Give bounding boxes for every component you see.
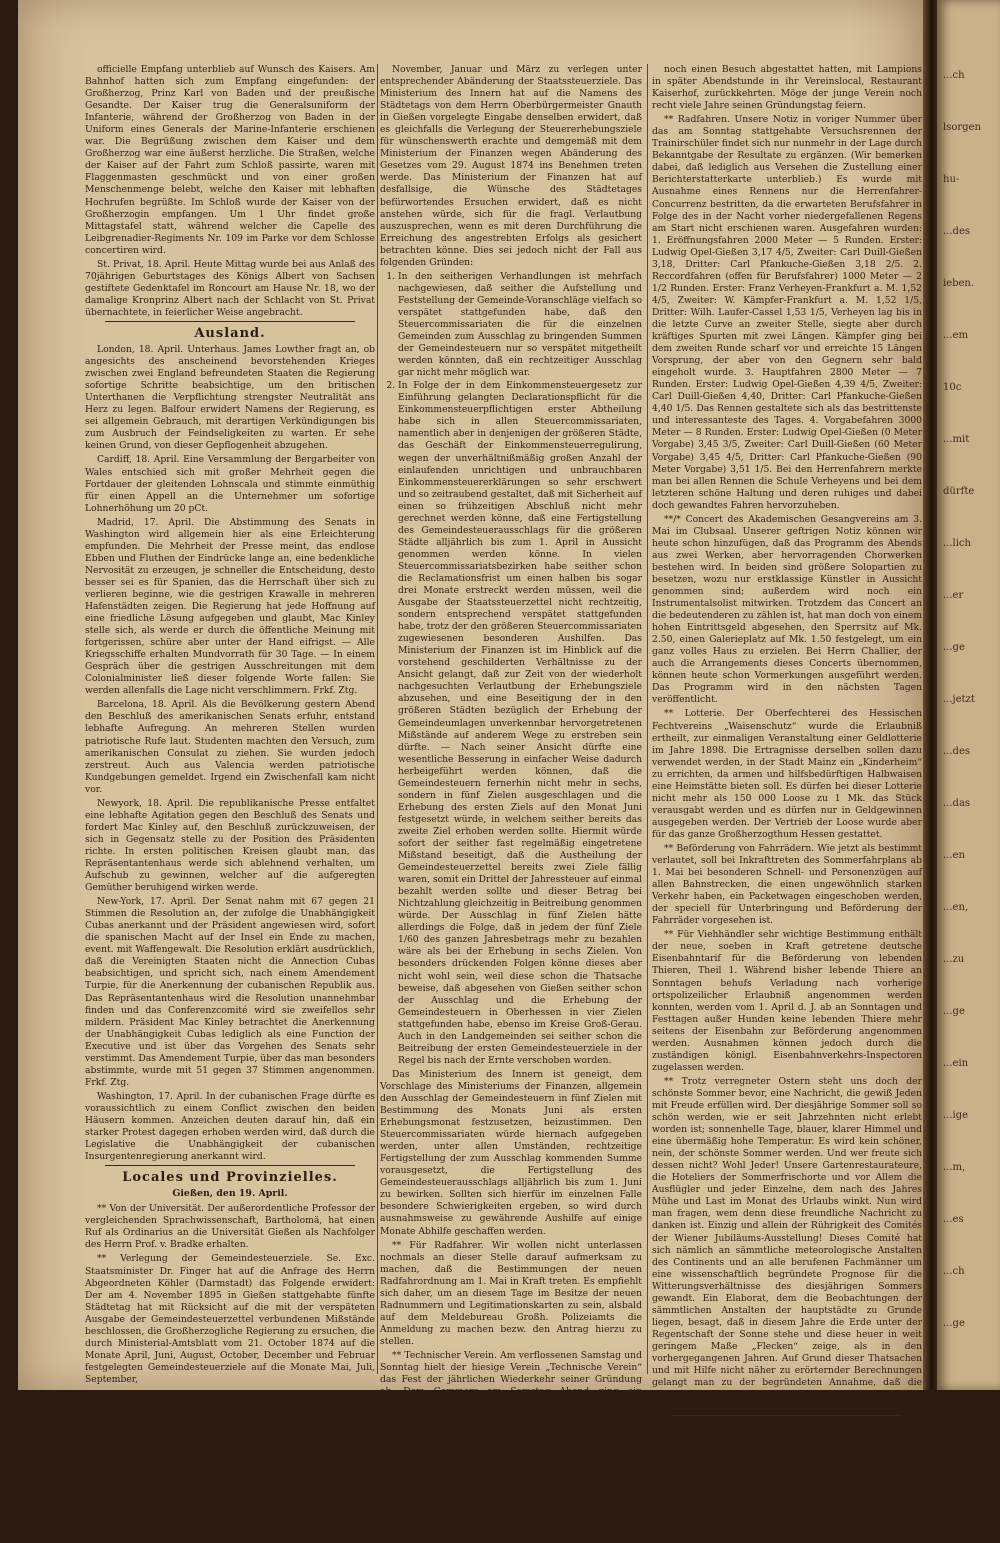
section-divider: [105, 1165, 355, 1166]
section-heading-ausland: Ausland.: [194, 325, 266, 341]
adjacent-page-fragment: ...m,: [943, 1162, 966, 1173]
column-1: [85, 64, 375, 1385]
article-paragraph: November, Januar und März zu verlegen unter entsprechender Abänderung der Staatssteuerziele. Das Ministerium des Innern hat auf die Namens des Städtetags von dem Herrn Oberbürgermeister Gnauth in Gießen vorgelegte Eingabe denselben erwidert, daß es gleichfalls die Verlegung der Steuererhebungsziele für wünschenswerth erachte und demgemäß mit dem Ministerium der Finanzen wegen Abänderung des Gesetzes vom 29. August 1874 ins Benehmen treten werde. Das Ministerium der Finanzen hat auf desfallsige, die Wünsche des Städtetages befürwortendes Ersuchen erwidert, daß es nicht anstehen würde, sich für die fragl. Verlautbung auszusprechen, wenn es mit deren Durchführung die Erreichung des angestrebten Erfolgs als gesichert betrachten könne. Dies sei jedoch nicht der Fall aus folgenden Gründen:: [380, 64, 642, 268]
article-paragraph: ** Beförderung von Fahrrädern. Wie jetzt als bestimmt verlautet, soll bei Inkrafttreten des Sommerfahrplans ab 1. Mai bei besonderen Schnell- und Personenzügen auf allen Bahnstrecken, die einen ungewöhnlich starken Verkehr haben, ein Packetwagen eingeschoben werden, der speciell für Unterbringung und Beförderung der Fahrräder vorgesehen ist.: [652, 843, 922, 927]
article-paragraph: Barcelona, 18. April. Als die Bevölkerung gestern Abend den Beschluß des amerikanischen Senats erfuhr, entstand lebhafte Aufregung. An mehreren Stellen wurden patriotische Rufe laut. Studenten machten den Versuch, zum amerikanischen Consulat zu ziehen. Sie wurden jedoch zerstreut. Auch aus Valencia werden patriotische Kundgebungen gemeldet. Irgend ein Zwischenfall kam nicht vor.: [85, 699, 375, 795]
article-paragraph: Cardiff, 18. April. Eine Versammlung der Bergarbeiter von Wales entschied sich mit großer Mehrheit gegen die Fortdauer der gleitenden Lohnscala und stimmte einmüthig für einen Appell an die Unternehmer um sofortige Lohnerhöhung um 20 pCt.: [85, 454, 375, 514]
list-item: 1. In den seitherigen Verhandlungen ist mehrfach nachgewiesen, daß seither die Aufstellung und Feststellung der Gemeinde-Voranschläge vielfach so verspätet stattgefunden habe, daß den Steuercommissariaten die für die einzelnen Gemeinden zum Ausschlag zu bringenden Summen der Gemeindesteuern nur so verspätet mitgetheilt werden könnten, daß ein rechtzeitiger Ausschlag gar nicht mehr möglich war.: [398, 271, 642, 379]
section-heading-locales: Locales und Provinzielles.: [122, 1170, 338, 1186]
article-paragraph: Madrid, 17. April. Die Abstimmung des Senats in Washington wird allgemein hier als eine Erleichterung empfunden. Die Mehrheit der Presse meint, das endlose Ebben und Fluthen der Eindrücke lange an, eine bedenkliche Nervosität zu erzeugen, je schneller die Entscheidung, desto besser sei es für Spanien, das die Herrschaft über sich zu verlieren beginne, wie die gestrigen Krawalle in mehreren Hafenstädten zeigen. Die Regierung hat jede Hoffnung auf eine friedliche Lösung aufgegeben und glaubt, Mac Kinley stelle sich, als werde er durch die öffentliche Meinung mit fortgerissen, schüre aber unter der Hand eifrigst. — Alle Kriegsschiffe erhalten Mundvorrath für 30 Tage. — In einem Gespräch über die gestrigen Ausschreitungen mit dem Colonialminister ließ dieser folgende Worte fallen: Sie werden allenfalls die Lage nicht verschlimmern. Frkf. Ztg.: [85, 516, 375, 697]
adjacent-page-fragment: ...er: [943, 590, 964, 601]
adjacent-page-fragment: ...des: [943, 226, 970, 237]
article-paragraph: Washington, 17. April. In der cubanischen Frage dürfte es voraussichtlich zu einem Conflict zwischen den beiden Häusern kommen. Anzeichen deuten darauf hin, daß ein starker Protest dagegen erhoben werden wird, daß durch die Legislative die Unabhängigkeit der cubanischen Insurgentenregierung anerkannt wird.: [85, 1090, 375, 1163]
adjacent-page-fragment: hu-: [943, 174, 960, 185]
section-divider: [105, 321, 355, 322]
article-paragraph: London, 18. April. Unterhaus. James Lowther fragt an, ob angesichts des anscheinend bevorstehenden Krieges zwischen zwei England befreundeten Staaten die Regierung sofortige Schritte beabsichtige, um den britischen Unterthanen die Verpflichtung strengster Neutralität ans Herz zu legen. Balfour erwidert Namens der Regierung, es sei allgemein Gebrauch, mit derartigen Verkündigungen bis zum Ausbruch der Feindseligkeiten zu warten. Er sehe keinen Grund, von dieser Gepflogenheit abzugehen.: [85, 344, 375, 452]
adjacent-page-fragment: ...des: [943, 746, 970, 757]
article-paragraph: Newyork, 18. April. Die republikanische Presse entfaltet eine lebhafte Agitation gegen den Beschluß des Senats und fordert Mac Kinley auf, den Beschluß zurückzuweisen, der sich in Gegensatz stelle zu der Position des Präsidenten richte. In ersten politischen Kreisen glaubt man, das Repräsentantenhaus werde sich ablehnend verhalten, um Aufschub zu gewinnen, welcher auf die aufgeregten Gemüther beruhigend wirken werde.: [85, 797, 375, 894]
numbered-list: [380, 271, 642, 1067]
article-paragraph: ** Trotz verregneter Ostern steht uns doch der schönste Sommer bevor, eine Nachricht, die gewiß Jeden mit Freude erfüllen wird. Der diesjährige Sommer soll so schön werden, wie er seit Jahrzehnten nicht erlebt worden ist; sonnenhelle Tage, blauer, klarer Himmel und eine übermäßig hohe Temperatur. Es wird kein schöner, nein, der schönste Sommer werden. Und wer freute sich dessen nicht? Wohl Jeder! Unsere Gartenrestaurateure, die Hoteliers der Sommerfrischorte und vor Allem die Ausflügler und jeder Einzelne, dem nach des Jahres Mühe und Last im Monat des Urlaubs winkt. Nun wird man fragen, wem denn diese freundliche Nachricht zu danken ist. Einzig und allein der Rührigkeit des Comités der Wiener Jubiläums-Ausstellung! Dieses Comité hat sich nämlich an sämmtliche meteorologische Anstalten des Continents und an alle berufenen Fachmänner um eine wissenschaftlich begründete Prognose für die Witterungsverhältnisse des diesjährigen Sommers gewandt. Ein Elaborat, dem die Beobachtungen der sämmtlichen Anstalten der hauptstädte zu Grunde liegen, besagt, daß in diesem Jahre die Erde unter der Regentschaft der Sonne stehe und diese heuer in weit geringem Maße „Flecken“ zeige, als in den vorhergegangenen Jahren. Auf Grund dieser Thatsachen und mit Hilfe nicht näher zu erörternder Berechnungen gelangt man zu der begründeten Annahme, daß die Monate Juni, Juli, August und September ein dauernd schönes Wetter aufweisen werden.: [652, 1075, 922, 1413]
adjacent-page-fragment: dürfte: [943, 486, 975, 497]
article-paragraph: Das Ministerium des Innern ist geneigt, dem Vorschlage des Ministeriums der Finanzen, allgemein den Ausschlag der Gemeindesteuern in fünf Zielen mit Bestimmung des Monats Juni als ersten Erhebungsmonat festzusetzen, beizustimmen. Den Steuercommissariaten würde hiernach aufgegeben werden, unter allen Umständen, rechtzeitige Fertigstellung der zum Ausschlag kommenden Summe vorausgesetzt, die Fertigstellung des Gemeindesteuerausschlags alljährlich bis zum 1. Juni zu bewirken. Sollten sich hierfür im einzelnen Falle besondere Schwierigkeiten ergeben, so wird durch ausnahmsweise zu gewährende Aushilfe auf einige Monate Abhilfe geschaffen werden.: [380, 1068, 642, 1237]
adjacent-page-fragment: ...ge: [943, 642, 965, 653]
adjacent-page-fragment: 10c: [943, 382, 962, 393]
adjacent-page-fragment: ...em: [943, 330, 968, 341]
adjacent-page-fragment: ...zu: [943, 954, 965, 965]
adjacent-page-fragment: ...en,: [943, 902, 969, 913]
adjacent-page-fragment: ...ge: [943, 1318, 965, 1329]
adjacent-page-fragment: ...mit: [943, 434, 970, 445]
article-paragraph: ** Lotterie. Der Oberfechterei des Hessischen Fechtvereins „Waisenschutz“ wurde die Erlaubniß ertheilt, zur einmaligen Veranstaltung einer Geldlotterie im Jahre 1898. Die Ertragnisse derselben sollen dazu verwendet werden, in der Stadt Mainz ein „Kinderheim“ zu errichten, da armen und hilfsbedürftigen Halbwaisen eine Heimstätte bieten soll. Es dürfen bei dieser Lotterie nicht mehr als 150 000 Loose zu 1 Mk. das Stück verausgabt werden und es dürfen nur in Geldgewinnen ausgegeben werden. Der Vertrieb der Loose wurde aber für das ganze Großherzogthum Hessen gestattet.: [652, 708, 922, 840]
section-divider: [672, 1415, 902, 1416]
column-3: [652, 64, 922, 1444]
adjacent-page-fragment: ...ch: [943, 1266, 965, 1277]
article-paragraph: officielle Empfang unterblieb auf Wunsch des Kaisers. Am Bahnhof hatten sich zum Empfang eingefunden: der Großherzog, Prinz Karl von Baden und der preußische Gesandte. Der Kaiser trug die Generalsuniform der Infanterie, während der Großherzog von Baden in der Uniform eines Generals der Marine-Infanterie erschienen war. Die Begrüßung zwischen dem Kaiser und dem Großherzog war eine äußerst herzliche. Die Straßen, welche der Kaiser auf der Fahrt zum Schloß passirte, waren mit Flaggenmasten geschmückt und von einer großen Menschenmenge belebt, welche den Kaiser mit lebhaften Hochrufen begrüßte. Im Schloß wurde der Kaiser von der Großherzogin empfangen. Um 1 Uhr findet große Mittagstafel statt, während welcher die Capelle des Leibgrenadier-Regiments Nr. 109 im Parke vor dem Schlosse concertiren wird.: [85, 64, 375, 256]
column-2: [380, 64, 642, 1542]
adjacent-page-fragment: lsorgen: [943, 122, 981, 133]
adjacent-page-edge: [937, 0, 1000, 1390]
column-rule: [377, 64, 378, 1374]
adjacent-page-fragment: ...das: [943, 798, 971, 809]
dateline: Gießen, den 19. April.: [172, 1188, 288, 1200]
adjacent-page-fragment: ...ge: [943, 1006, 965, 1017]
article-paragraph: ** Wahlnachrichten. Secretär Wenck, der Candidat der National-Socialen im Wahlkreise Friedberg, wird bis zu: [652, 1420, 922, 1444]
adjacent-page-fragment: ...ein: [943, 1058, 969, 1069]
adjacent-page-fragment: ...jetzt: [943, 694, 975, 705]
article-paragraph: New-York, 17. April. Der Senat nahm mit 67 gegen 21 Stimmen die Resolution an, der zufolge die Unabhängigkeit Cubas anerkannt und der Präsident angewiesen wird, sofort die spanischen Macht auf der Insel ein Ende zu machen, event. mit Waffengewalt. Die Resolution erklärt ausdrücklich, daß die Vereinigten Staaten nicht die Annection Cubas beabsichtigen, und spricht sich, nach einem Amendement Turpie, für die Anerkennung der cubanischen Republik aus. Das Repräsentantenhaus wird die Resolution unannehmbar finden und das Conferenzcomité wird sie zweifellos sehr mildern. Präsident Mac Kinley betrachtet die Anerkennung der Unabhängigkeit Cubas lediglich als eine Function der Executive und ist über das Vorgehen des Senats sehr verstimmt. Das Amendement Turpie, über das man besonders abstimmte, wurde mit 51 gegen 37 Stimmen angenommen. Frkf. Ztg.: [85, 896, 375, 1088]
adjacent-page-fragment: ...ch: [943, 70, 965, 81]
article-paragraph: ** Technischer Verein. Am verflossenen Samstag und Sonntag hielt der hiesige Verein „Technische Verein“ das Fest der jährlichen Wiederkehr seiner Gründung ab. Dem Commers am Samstag Abend ging ein Festessen im Hotel Einhorn voraus. Am Sonntag Vormittag fuhr man ein ansehnliches Häuflein hiesiger und auswärtiger Techniker durch die Stadt ziehen, um die Sehenswürdigkeiten Gießens zu beaugenscheinigen. Den Schluß der Besichtigungen bildeten die Heyligenstaedt'sche Maschinenfabrik und die oberhessische Eisenbahnwerkstätte. Am Nachmittag unternahmen der Verein mit seinen Damen und Gästen trotz der zweifelhaften Witterung eine Wagenfahrt nach der Burg Gleiberg, von wo die Theilnehmer, nachdem sie auf dem Rückweg dem Windhof: [380, 1349, 642, 1542]
book-gutter: [923, 0, 937, 1390]
article-paragraph: ** Verlegung der Gemeindesteuerziele. Se. Exc. Staatsminister Dr. Finger hat auf die Anfrage des Herrn Abgeordneten Köhler (Darmstadt) das Folgende erwidert: Der am 4. November 1895 in Gießen stattgehabte fünfte Städtetag hat mit Rücksicht auf die mit der verspäteten Ausgabe der Gemeindesteuerzettel verbundenen Mißstände beschlossen, die Großherzogliche Regierung zu ersuchen, die durch Ministerial-Amtsblatt vom 21. October 1874 auf die Monate April, Juni, August, October, December und Februar festgelegten Gemeindesteuerziele auf die Monate Mai, Juli, September,: [85, 1253, 375, 1385]
article-paragraph: ** Für Radfahrer. Wir wollen nicht unterlassen nochmals an dieser Stelle darauf aufmerksam zu machen, daß die Bestimmungen der neuen Radfahrordnung am 1. Mai in Kraft treten. Es empfiehlt sich daher, um an diesem Tage im Besitze der neuen Radnummern und Legitimationskarten zu sein, alsbald auf dem Meldebureau Großh. Polizeiamts die Anmeldung zu machen bezw. den Antrag hierzu zu stellen.: [380, 1239, 642, 1347]
adjacent-page-fragment: ...es: [943, 1214, 964, 1225]
adjacent-page-fragment: ...lich: [943, 538, 971, 549]
adjacent-page-fragment: ieben.: [943, 278, 975, 289]
article-paragraph: noch einen Besuch abgestattet hatten, mit Lampions in später Abendstunde in ihr Vereinslocal, Restaurant Kaiserhof, zurückkehrten. Möge der junge Verein noch recht viele Jahre seinen Gründungstag feiern.: [652, 64, 922, 112]
article-paragraph: ** Für Viehhändler sehr wichtige Bestimmung enthält der neue, soeben in Kraft getretene deutsche Eisenbahntarif für die Beförderung von lebenden Thieren, Theil 1. Während bisher lebende Thiere an Sonntagen behufs Verladung nach vorherige ortspolizeilicher Erlaubniß angenommen werden konnten, werden vom 1. April d. J. ab an Sonntagen und Festtagen außer Hunden keine lebenden Thiere mehr seitens der Eisenbahn zur Beförderung angenommen werden. Ausnahmen können jedoch durch die zuständigen königl. Eisenbahnverkehrs-Inspectoren zugelassen werden.: [652, 929, 922, 1073]
column-rule: [647, 64, 648, 1374]
article-paragraph: St. Privat, 18. April. Heute Mittag wurde bei aus Anlaß des 70jährigen Geburtstages des Königs Albert von Sachsen gestiftete Gedenktafel im Roncourt am Hause Nr. 18, wo der damalige Kronprinz Albert nach der Schlacht von St. Privat übernachtete, in feierlicher Weise angebracht.: [85, 258, 375, 318]
article-paragraph: ** Von der Universität. Der außerordentliche Professor der vergleichenden Sprachwissenschaft, Bartholomä, hat einen Ruf als Ordinarius an die Universität Gießen als Nachfolger des Herrn Prof. v. Bradke erhalten.: [85, 1203, 375, 1251]
adjacent-page-fragment: ...en: [943, 850, 965, 861]
adjacent-page-fragment: ...ige: [943, 1110, 969, 1121]
list-item: 2. In Folge der in dem Einkommensteuergesetz zur Einführung gelangten Declarationspflicht für die Einkommensteuerpflichtigen erster Abtheilung habe sich in allen Steuercommissariaten, namentlich aber in denjenigen der größeren Städte, das Geschäft der Einkommensteuerregulirung, wegen der unverhältnißmäßig großen Anzahl der einlaufenden unrichtigen und unbrauchbaren Einkommensteuererklärungen so sehr erschwert und so zeitraubend gestaltet, daß mit Sicherheit auf einen so frühzeitigen Abschluß nicht mehr gerechnet werden könne, daß eine Fertigstellung des Gemeindesteuerausschlags für die größeren Städte alljährlich bis zum 1. April in Aussicht genommen werden könne. In vielen Steuercommissariatsbezirken habe seither schon die Reclamationsfrist um einen halben bis sogar drei Monate erstreckt werden müssen, weil die Ausgabe der Staatssteuerzettel nicht rechtzeitig, sondern entsprechend verspätet stattgefunden habe, trotz der den größeren Steuercommissariaten zugewiesenen besonderen Aushilfen. Das Ministerium der Finanzen ist im Hinblick auf die vorstehend geschilderten Verhältnisse zu der Ansicht gelangt, daß zur Zeit von der wiederholt nachgesuchten Verlautbung der Erhebungsziele abzusehen, und eine Beseitigung der in den größeren Städten bezüglich der Erhebung der Gemeindeumlagen unverkennbar hervorgetretenen Mißstände auf anderem Wege zu erstreben sein dürfte. — Nach seiner Ansicht dürfte eine wesentliche Besserung in einfacher Weise dadurch herbeigeführt werden können, daß die Gemeindesteuern fernerhin nicht mehr in sechs, sondern in fünf Zielen ausgeschlagen und die Erhebung des ersten Ziels auf den Monat Juni festgesetzt würde, in welchem seither bereits das zweite Ziel erhoben werden sollte. Hiermit würde sofort der seither fast regelmäßig eingetretene Mißstand beseitigt, daß die Austheilung der Gemeindesteuerzettel bereits zwei Ziele fällig waren, somit ein Drittel der Jahressteuer auf einmal bezahlt werden sollte und dieser Betrag bei Nichtzahlung gleichzeitig in Beitreibung genommen würde. Der Ausschlag in fünf Zielen hätte allerdings die Folge, daß in jedem der fünf Ziele 1/60 des ganzen Jahresbetrags mehr zu bezahlen wäre als bei der Erhebung in sechs Zielen. Von besonders drückenden Folgen könne dieses aber nicht wohl sein, weil diese schon die Thatsache beweise, daß abgesehen von Gießen seither schon der Ausschlag und die Erhebung der Gemeindesteuern in Oberhessen in vier Zielen stattgefunden habe, ebenso im Kreise Groß-Gerau. Auch in den Landgemeinden sei seither schon die Beitreibung der ersten Gemeindesteuerziele in der Regel bis nach der Ernte verschoben worden.: [398, 380, 642, 1067]
article-paragraph: ** Radfahren. Unsere Notiz in voriger Nummer über das am Sonntag stattgehabte Versuchsrennen der Trainirschüler findet sich nur nunmehr in der Lage durch Bekanntgabe der Resultate zu ergänzen. (Wir bemerken dabei, daß lediglich aus Versehen die Zustellung einer Berichterstatterkarte unterblieb.) Es wurde mit Ausnahme eines Rennens nur die Herrenfahrer-Concurrenz bestritten, da die erwarteten Berufsfahrer in Folge des in der Nacht vorher niedergefallenen Regens am Start nicht erschienen waren. Ausgefahren wurden: 1. Eröffnungsfahren 2000 Meter — 5 Runden. Erster: Ludwig Opel-Gießen 3,17 4/5, Zweiter: Carl Duill-Gießen 3,18, Dritter: Carl Pfankuche-Gießen 3,18 2/5. 2. Reccordfahren (offen für Berufsfahrer) 1000 Meter — 2 1/2 Runden. Erster: Franz Verheyen-Frankfurt a. M. 1,52 4/5, Zweiter: W. Kämpfer-Frankfurt a. M. 1,52 1/5, Dritter: Wilh. Laufer-Cassel 1,53 1/5, Verheyen lag bis in die letzte Curve an zweiter Stelle, siegte aber durch kräftiges Spurten mit zwei Längen. Kämpfer ging bei dem zweiten Runde scharf vor und erreichte 15 Längen Vorsprung, der aber von den Gegnern sehr bald eingeholt wurde. 3. Hauptfahren 2800 Meter — 7 Runden. Erster: Ludwig Opel-Gießen 4,39 4/5, Zweiter: Carl Duill-Gießen 4,40, Dritter: Carl Pfankuche-Gießen 4,40 1/5. Das Rennen gestaltete sich als das bestrittenste und interessanteste des Tages. 4. Vorgabefahren 3000 Meter — 8 Runden. Erster: Ludwig Opel-Gießen (0 Meter Vorgabe) 3,45 3/5, Zweiter: Carl Duill-Gießen (60 Meter Vorgabe) 3,45 4/5, Dritter: Carl Pfankuche-Gießen (90 Meter Vorgabe) 3,51 1/5. Bei den Herrenfahrern merkte man bei allen Rennen die Schule Verheyens und bei dem letzteren schöne Haltung und deren ruhiges und dabei doch gewandtes Fahren hervorzuheben.: [652, 114, 922, 511]
article-paragraph: **/* Concert des Akademischen Gesangvereins am 3. Mai im Clubsaal. Unserer geftrigen Notiz können wir heute schon hinzufügen, daß das Programm des Abends aus zwei Werken, aber hervorragenden Chorwerken bestehen wird. In beiden sind größere Solopartien zu besetzen, wozu nur erstklassige Künstler in Aussicht genommen sind; außerdem wird noch ein Instrumentalsolist mitwirken. Trotzdem das Concert an die bedeutenderen zu zählen ist, hat man doch von einem hohen Eintrittsgeld abgesehen, den Sperrsitz auf Mk. 2.50, einen Galerieplatz auf Mk. 1.50 festgelegt, um ein ganz volles Haus zu erzielen. Bei Herrn Challier, der auch die Arrangements dieses Concerts übernommen, können heute schon Vormerkungen ausgeführt werden. Das Programm wird in den nächsten Tagen veröffentlicht.: [652, 513, 922, 706]
